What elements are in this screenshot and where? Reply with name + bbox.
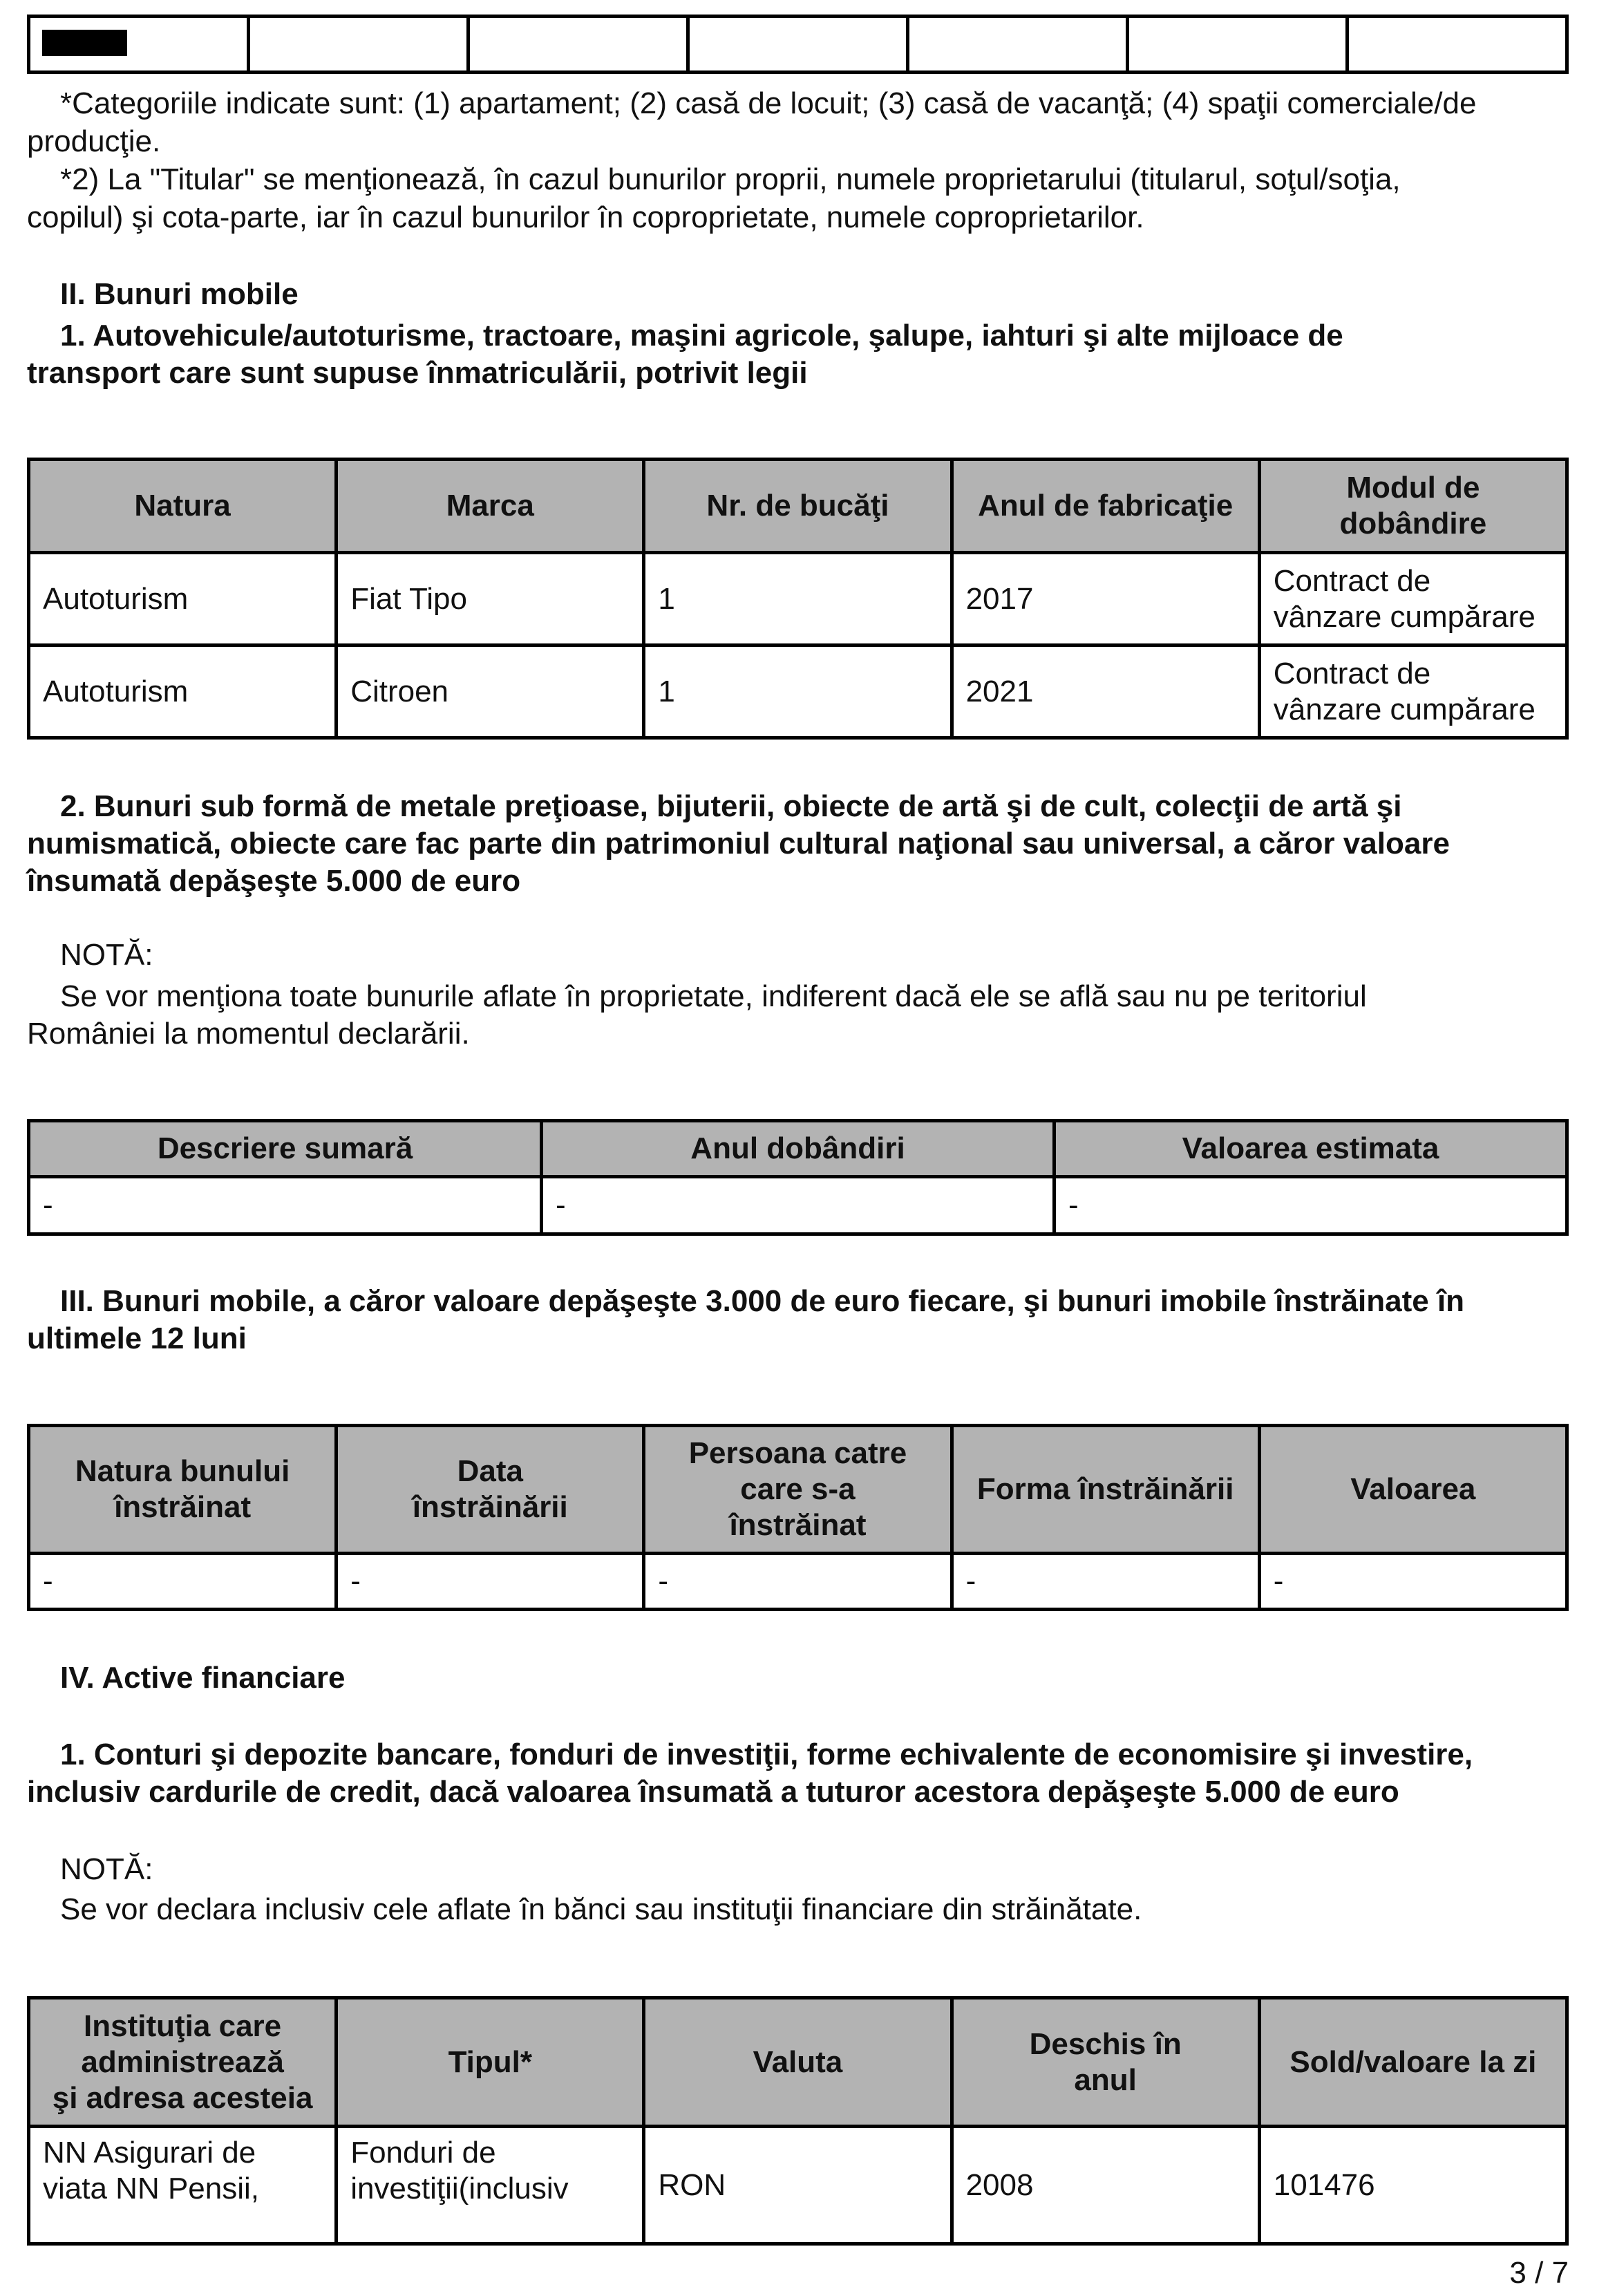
table-cell: NN Asigurari de viata NN Pensii, [29,2127,337,2244]
table-cell: Autoturism [29,646,337,738]
note-text: Se vor declara inclusiv cele aflate în bănci sau instituţii financiare din străinătate. [60,1892,1142,1926]
table-cell: Fiat Tipo [337,553,644,646]
table-cell [908,17,1128,73]
col-header-valuta: Valuta [644,1998,952,2127]
table-row [29,2127,1567,2244]
col-header-descriere: Descriere sumară [29,1121,542,1177]
col-header-data-instrainarii: Data înstrăinării [337,1426,644,1554]
precious-goods-table [27,1119,1569,1236]
col-header-deschis-in-anul: Deschis în anul [952,1998,1259,2127]
col-header-valoarea-estimata: Valoarea estimata [1055,1121,1567,1177]
col-header-natura: Natura [29,460,337,553]
table-cell [469,17,688,73]
vehicles-table [27,458,1569,740]
table-cell [688,17,908,73]
subsection-heading-bunuri-pretioase: 2. Bunuri sub formă de metale preţioase, bijuterii, obiecte de artă şi de cult, colecţii de artă şi numismatică, obiecte care fac parte din patrimoniul cultural naţional sau universal, a căror valoare însumată depăşeşte 5.000 de euro [27,789,1450,898]
subsection-heading-autovehicule: 1. Autovehicule/autoturisme, tractoare, maşini agricole, şalupe, iahturi şi alte mijloace de transport care sunt supuse înmatriculării, potrivit legii [27,319,1343,390]
table-cell [1128,17,1348,73]
table-cell [1348,17,1567,73]
table-cell: - [1259,1554,1567,1610]
table-header-row [29,460,1567,553]
table-header-row [29,1121,1567,1177]
table-row [29,1177,1567,1234]
col-header-persoana: Persoana catre care s-a înstrăinat [644,1426,952,1554]
table-header-row [29,1426,1567,1554]
table-cell: Contract de vânzare cumpărare [1259,646,1567,738]
table-cell: - [337,1554,644,1610]
table-cell: 2017 [952,553,1259,646]
table-cell: - [29,1554,337,1610]
table-cell: - [1055,1177,1567,1234]
section-heading-bunuri-instrainate: III. Bunuri mobile, a căror valoare depăşeşte 3.000 de euro fiecare, şi bunuri imobile înstrăinate în ultimele 12 luni [27,1284,1465,1355]
alienated-goods-table [27,1424,1569,1611]
note-label: NOTĂ: [60,938,153,972]
col-header-sold: Sold/valoare la zi [1259,1998,1567,2127]
page-number: 3 / 7 [1509,2256,1569,2290]
table-row [29,1554,1567,1610]
table-cell: Autoturism [29,553,337,646]
col-header-anul-fabricatie: Anul de fabricaţie [952,460,1259,553]
table-row [29,553,1567,646]
table-cell: 1 [644,646,952,738]
col-header-nr-bucati: Nr. de bucăţi [644,460,952,553]
col-header-tipul: Tipul* [337,1998,644,2127]
table-cell: 2008 [952,2127,1259,2244]
table-cell: Fonduri de investiţii(inclusiv [337,2127,644,2244]
table-cell: - [542,1177,1055,1234]
table-cell: 101476 [1259,2127,1567,2244]
accounts-table [27,1996,1569,2246]
table-cell: RON [644,2127,952,2244]
subsection-heading-conturi: 1. Conturi şi depozite bancare, fonduri de investiţii, forme echivalente de economisire şi investire, inclusiv cardurile de credit, dacă valoarea însumată a tuturor acestora depăşeşte 5.000 de euro [27,1738,1473,1809]
col-header-institutia: Instituţia care administrează şi adresa acesteia [29,1998,337,2127]
footnote-titular: *2) La "Titular" se menţionează, în cazul bunurilor proprii, numele proprietarului (titularul, soţul/soţia, copilul) şi cota-parte, iar în cazul bunurilor în coproprietate, numele coproprietarilor. [27,162,1401,234]
note-label: NOTĂ: [60,1852,153,1886]
table-cell [249,17,469,73]
table-header-row [29,1998,1567,2127]
table-cell: 2021 [952,646,1259,738]
table-cell: - [29,1177,542,1234]
table-cell: 1 [644,553,952,646]
section-title-active-financiare: IV. Active financiare [60,1661,346,1695]
continued-table [27,15,1569,74]
col-header-natura-bunului: Natura bunului înstrăinat [29,1426,337,1554]
redaction-box [42,30,127,56]
col-header-anul-dobandiri: Anul dobândiri [542,1121,1055,1177]
col-header-marca: Marca [337,460,644,553]
table-cell: - [644,1554,952,1610]
table-row [29,17,1567,73]
table-cell: - [952,1554,1259,1610]
col-header-modul-dobandire: Modul de dobândire [1259,460,1567,553]
col-header-forma-instrainarii: Forma înstrăinării [952,1426,1259,1554]
section-title-bunuri-mobile: II. Bunuri mobile [60,277,299,311]
table-row [29,646,1567,738]
table-cell: Citroen [337,646,644,738]
col-header-valoarea: Valoarea [1259,1426,1567,1554]
footnote-categories: *Categoriile indicate sunt: (1) apartament; (2) casă de locuit; (3) casă de vacanţă; (4) spaţii comerciale/de producţie. [27,86,1477,158]
note-text: Se vor menţiona toate bunurile aflate în proprietate, indiferent dacă ele se află sau nu pe teritoriul României la momentul declarării. [27,979,1367,1051]
table-cell: Contract de vânzare cumpărare [1259,553,1567,646]
